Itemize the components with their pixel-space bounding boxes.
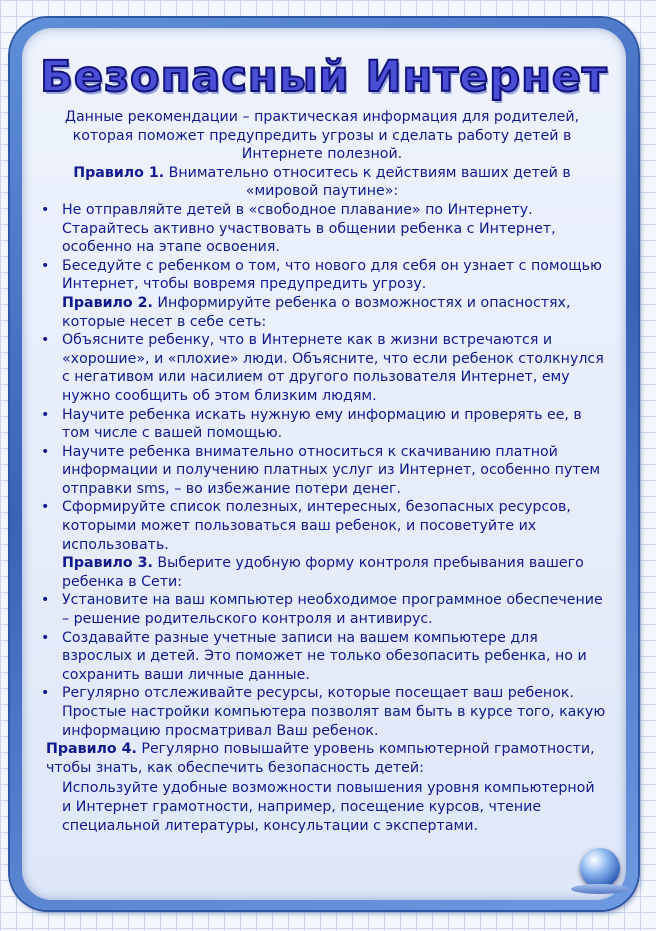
rule-4-heading bbox=[36, 740, 608, 777]
list-item: • Сформируйте список полезных, интересных, безопасных ресурсов, которыми может пользоваться ваш ребенок, и посоветуйте их использовать. bbox=[36, 498, 608, 554]
rule-1-list bbox=[36, 201, 608, 294]
intro-text: Данные рекомендации – практическая информация для родителей, которая поможет предупредить угрозы и сделать работу детей в Интернете полезной. bbox=[64, 109, 580, 163]
rule-2-text: Информируйте ребенка о возможностях и опасностях, которые несет в себе сеть: bbox=[62, 294, 571, 330]
rule-3-heading bbox=[36, 554, 608, 591]
list-item: • Научите ребенка искать нужную ему информацию и проверять ее, в том числе с вашей помощью. bbox=[36, 406, 608, 443]
list-item: • Беседуйте с ребенком о том, что нового для себя он узнает с помощью Интернет, чтобы вовремя предупредить угрозу. bbox=[36, 257, 608, 294]
rule-4-text: Регулярно повышайте уровень компьютерной грамотности, чтобы знать, как обеспечить безопасность детей: bbox=[46, 741, 595, 776]
rule-3-list bbox=[36, 591, 608, 740]
rule-3-label: Правило 3. bbox=[62, 555, 153, 572]
rule-2-label: Правило 2. bbox=[62, 294, 153, 311]
rule-4-closing: Используйте удобные возможности повышения уровня компьютерной и Интернет грамотности, например, посещение курсов, чтение специальной литературы, консультации с экспертами. bbox=[62, 780, 595, 834]
rule-1-label: Правило 1. bbox=[73, 164, 165, 181]
rule-4-label: Правило 4. bbox=[46, 741, 137, 758]
rule-2-list bbox=[36, 331, 608, 554]
document-body bbox=[36, 108, 608, 835]
list-item: • Не отправляйте детей в «свободное плавание» по Интернету. Старайтесь активно участвовать в общении ребенка с Интернет, особенно на этапе освоения. bbox=[36, 201, 608, 257]
rule-3-text: Выберите удобную форму контроля пребывания вашего ребенка в Сети: bbox=[62, 555, 584, 590]
list-item: • Создавайте разные учетные записи на вашем компьютере для взрослых и детей. Это поможет не только обезопасить ребенка, но и сохранить ваши личные данные. bbox=[36, 629, 608, 685]
list-item: • Научите ребенка внимательно относиться к скачиванию платной информации и получению платных услуг из Интернет, особенно путем отправки sms, – во избежание потери денег. bbox=[36, 443, 608, 499]
globe-icon bbox=[580, 848, 620, 888]
list-item: • Установите на ваш компьютер необходимое программное обеспечение – решение родительского контроля и антивирус. bbox=[36, 591, 608, 628]
list-item: • Объясните ребенку, что в Интернете как в жизни встречаются и «хорошие», и «плохие» люди. Объясните, что если ребенок столкнулся с негативом или насилием от другого пользователя Интернет, ему нужно сообщить об этом близким людям. bbox=[36, 331, 608, 405]
globe-stand-icon bbox=[571, 884, 629, 894]
rule-1-heading bbox=[36, 164, 608, 201]
rule-1-text: Внимательно относитесь к действиям ваших детей в «мировой паутине»: bbox=[168, 164, 571, 200]
page-title: Безопасный Интернет bbox=[40, 52, 608, 102]
rule-2-heading bbox=[36, 294, 608, 331]
list-item: • Регулярно отслеживайте ресурсы, которые посещает ваш ребенок. Простые настройки компьютера позволят вам быть в курсе того, какую информацию просматривал Ваш ребенок. bbox=[36, 684, 608, 740]
